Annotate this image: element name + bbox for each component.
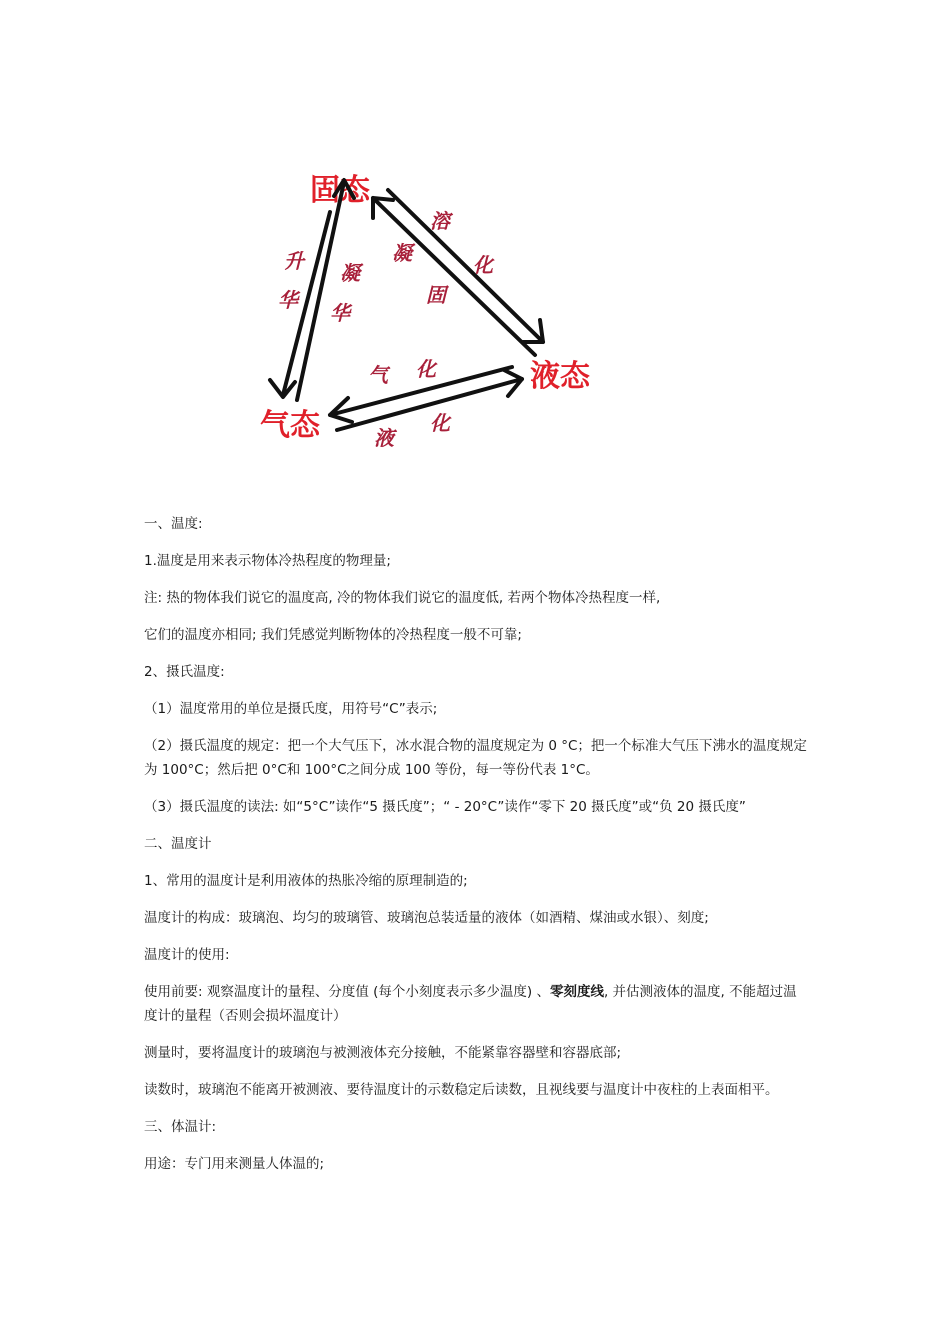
- paragraph: （2）摄氏温度的规定：把一个大气压下，冰水混合物的温度规定为 0 °C；把一个标准大气压下沸水的温度规定为 100°C；然后把 0°C和 100°C之间分成 100 等份，每一等份代表 1°C。: [144, 738, 807, 778]
- melting-arrow: [388, 190, 543, 342]
- bold-text-zero-mark: 零刻度线: [549, 984, 604, 1000]
- section-heading-clinical-thermometer: 三、体温计:: [144, 1119, 217, 1135]
- text-run: 使用前要: 观察温度计的量程、分度值 (每个小刻度表示多少温度) 、: [144, 984, 550, 1000]
- paragraph: [144, 980, 808, 1028]
- document-body: [144, 512, 808, 1189]
- desublimation-arrow: [297, 180, 354, 400]
- liquefaction-label-2: 化: [430, 411, 450, 435]
- paragraph: 测量时，要将温度计的玻璃泡与被测液体充分接触，不能紧靠容器壁和容器底部;: [144, 1045, 622, 1061]
- section-heading-temperature: 一、温度:: [144, 516, 203, 532]
- vaporization-label-2: 化: [416, 357, 436, 381]
- sublimation-label-1: 升: [284, 249, 304, 273]
- melting-label-2: 化: [473, 253, 493, 277]
- paragraph: 1.温度是用来表示物体冷热程度的物理量;: [144, 553, 391, 569]
- paragraph: （1）温度常用的单位是摄氏度，用符号“C”表示;: [144, 701, 438, 717]
- sublimation-label-2: 华: [278, 288, 298, 312]
- melting-label-1: 溶: [430, 209, 450, 233]
- liquid-state-label: 液态: [530, 359, 590, 394]
- paragraph: 1、常用的温度计是利用液体的热胀冷缩的原理制造的;: [144, 873, 468, 889]
- paragraph: 注: 热的物体我们说它的温度高, 冷的物体我们说它的温度低, 若两个物体冷热程度一样,: [144, 590, 661, 606]
- liquefaction-label-1: 液: [374, 426, 394, 450]
- phase-change-diagram: [240, 160, 620, 460]
- vaporization-label-1: 气: [368, 363, 388, 387]
- paragraph: （3）摄氏温度的读法: 如“5°C”读作“5 摄氏度”；“ - 20°C”读作“零下 20 摄氏度”或“负 20 摄氏度”: [144, 799, 746, 815]
- paragraph: 它们的温度亦相同; 我们凭感觉判断物体的冷热程度一般不可靠;: [144, 627, 522, 643]
- freezing-label-1: 凝: [392, 241, 412, 265]
- subheading-celsius: 2、摄氏温度:: [144, 664, 225, 680]
- freezing-label-2: 固: [426, 283, 446, 307]
- desublimation-label-2: 华: [330, 301, 350, 325]
- desublimation-label-1: 凝: [340, 261, 360, 285]
- section-heading-thermometer: 二、温度计: [144, 836, 212, 852]
- paragraph: 温度计的使用:: [144, 947, 230, 963]
- gas-state-label: 气态: [260, 408, 320, 443]
- freezing-arrow: [373, 198, 535, 355]
- paragraph: 用途：专门用来测量人体温的;: [144, 1156, 325, 1172]
- solid-state-label: 固态: [310, 173, 370, 208]
- paragraph: 温度计的构成：玻璃泡、均匀的玻璃管、玻璃泡总装适量的液体（如酒精、煤油或水银）、刻度;: [144, 910, 709, 926]
- paragraph: 读数时，玻璃泡不能离开被测液、要待温度计的示数稳定后读数，且视线要与温度计中夜柱的上表面相平。: [144, 1082, 779, 1098]
- text-run: , 并估测液体的温度, 不能超过温度计的量程（否则会损坏温度计）: [144, 984, 797, 1024]
